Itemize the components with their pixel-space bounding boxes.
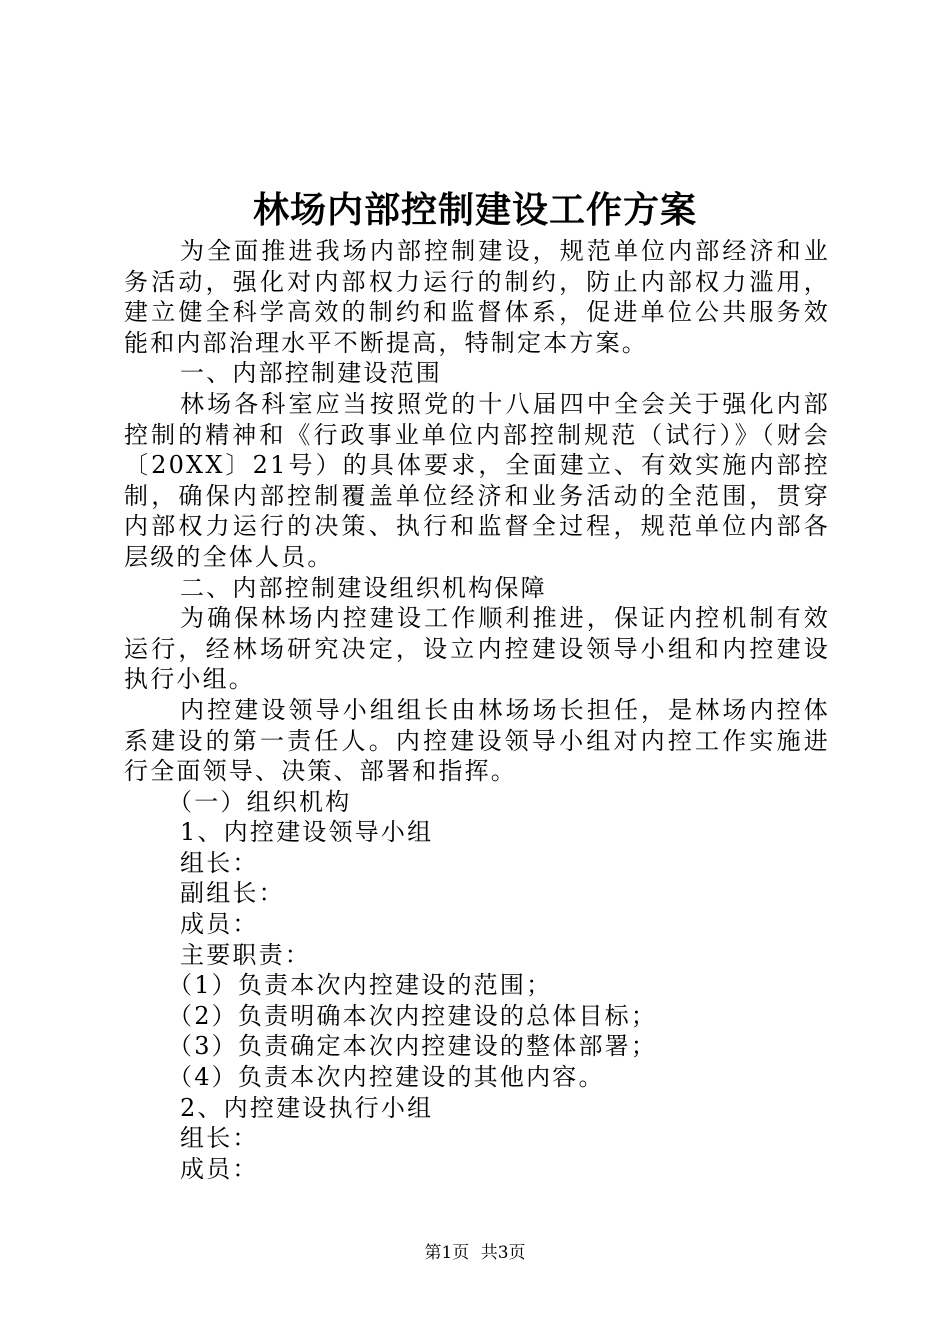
group1-members: 成员： [180,910,259,939]
subsection-heading-org: （一）组织机构 [168,787,352,816]
group1-heading: 1、内控建设领导小组 [180,818,434,847]
group2-members: 成员： [180,1154,259,1183]
group1-duty-item: （3）负责确定本次内控建设的整体部署； [168,1032,658,1061]
intro-paragraph: 为全面推进我场内部控制建设，规范单位内部经济和业务活动，强化对内部权力运行的制约，防止内部权力滥用，建立健全科学高效的制约和监督体系，促进单位公共服务效能和内部治理水平不断提高，特制定本方案。 [124,237,830,357]
scope-paragraph: 林场各科室应当按照党的十八届四中全会关于强化内部控制的精神和《行政事业单位内部控制规范（试行）》（财会〔20XX〕21号）的具体要求，全面建立、有效实施内部控制，确保内部控制覆盖单位经济和业务活动的全范围，贯穿内部权力运行的决策、执行和监督全过程，规范单位内部各层级的全体人员。 [124,389,830,571]
group1-duties-heading: 主要职责： [180,940,311,969]
group1-duty-item: （2）负责明确本次内控建设的总体目标； [168,1001,658,1030]
section-heading-organization: 二、内部控制建设组织机构保障 [180,573,547,602]
section-heading-scope: 一、内部控制建设范围 [180,359,442,388]
group1-leader: 组长： [180,848,259,877]
group1-deputy: 副组长： [180,879,285,908]
group1-duty-item: （1）负责本次内控建设的范围； [168,971,553,1000]
document-body [124,236,830,1184]
group1-duty-item: （4）负责本次内控建设的其他内容。 [168,1063,605,1092]
group2-leader: 组长： [180,1124,259,1153]
organization-paragraph: 为确保林场内控建设工作顺利推进，保证内控机制有效运行，经林场研究决定，设立内控建设领导小组和内控建设执行小组。 [124,604,830,694]
page-number-current: 第1页 [424,1243,470,1263]
page-number-total: 共3页 [480,1243,526,1263]
leadership-paragraph: 内控建设领导小组组长由林场场长担任，是林场内控体系建设的第一责任人。内控建设领导小组对内控工作实施进行全面领导、决策、部署和指挥。 [124,695,830,786]
document-title: 林场内部控制建设工作方案 [252,189,697,231]
page-footer [0,1241,950,1265]
group2-heading: 2、内控建设执行小组 [180,1093,434,1122]
